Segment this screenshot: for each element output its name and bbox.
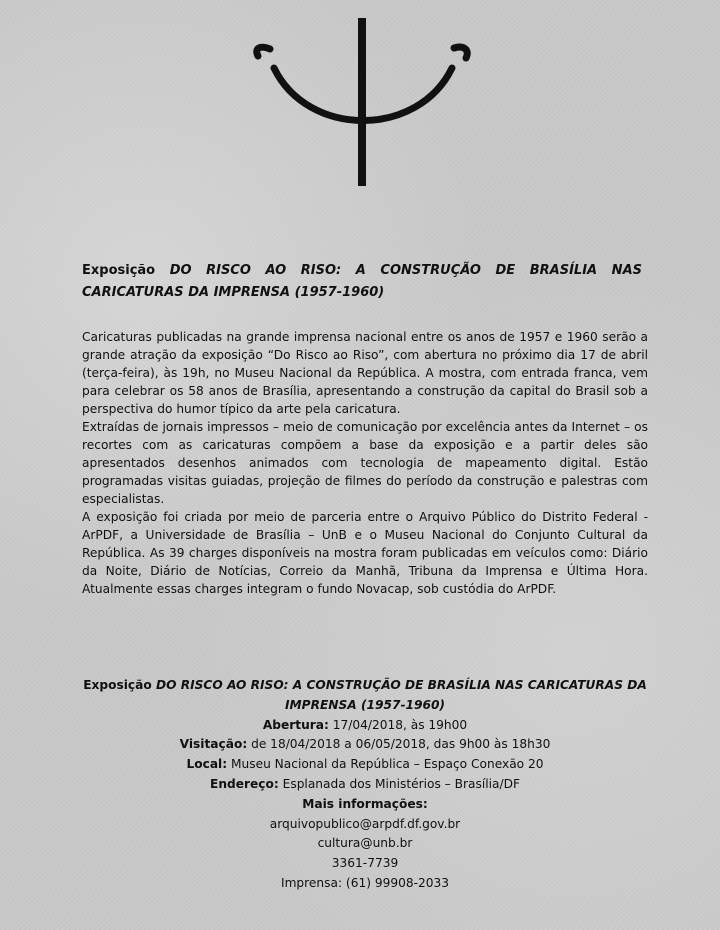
stick-figure-smile-icon xyxy=(248,18,476,188)
info-title-name: DO RISCO AO RISO: A CONSTRUÇÃO DE BRASÍLIA NAS CARICATURAS DA IMPRENSA (1957-1960) xyxy=(156,678,647,712)
opening-line xyxy=(60,716,670,736)
opening-value: 17/04/2018, às 19h00 xyxy=(332,717,468,732)
address-label: Endereço: xyxy=(210,776,279,791)
phone-number: 3361-7739 xyxy=(331,856,399,871)
page-title xyxy=(82,260,642,304)
email-unb: cultura@unb.br xyxy=(317,836,413,851)
visiting-value: de 18/04/2018 a 06/05/2018, das 9h00 às 18h30 xyxy=(251,737,551,752)
visiting-label: Visitação: xyxy=(179,737,248,752)
event-info-block xyxy=(60,676,670,894)
paragraph-2: Extraídas de jornais impressos – meio de comunicação por excelência antes da Internet – os recortes com as caricaturas compõem a base da exposição e a partir deles são apresentados desenhos animados com tecnologia de mapeamento digital. Estão programadas visitas guiadas, projeção de filmes do período da construção e palestras com especialistas. xyxy=(82,420,648,506)
place-value: Museu Nacional da República – Espaço Conexão 20 xyxy=(230,757,544,772)
more-info-label xyxy=(60,795,670,815)
place-label: Local: xyxy=(186,757,228,772)
press-phone: Imprensa: (61) 99908-2033 xyxy=(280,875,450,890)
article-body xyxy=(82,328,648,598)
address-line xyxy=(60,775,670,795)
email-arpdf: arquivopublico@arpdf.df.gov.br xyxy=(269,816,461,831)
title-name: DO RISCO AO RISO: A CONSTRUÇÃO DE BRASÍLIA NAS CARICATURAS DA IMPRENSA (1957-1960) xyxy=(82,263,642,300)
paragraph-1: Caricaturas publicadas na grande imprensa nacional entre os anos de 1957 e 1960 serão a grande atração da exposição “Do Risco ao Riso”, com abertura no próximo dia 17 de abril (terça-feira), às 19h, no Museu Nacional da República. A mostra, com entrada franca, vem para celebrar os 58 anos de Brasília, apresentando a construção da capital do Brasil sob a perspectiva do humor típico da arte pela caricatura. xyxy=(82,330,648,416)
info-title xyxy=(60,676,670,716)
address-value: Esplanada dos Ministérios – Brasília/DF xyxy=(282,776,520,791)
opening-label: Abertura: xyxy=(262,717,329,732)
paragraph-3: A exposição foi criada por meio de parceria entre o Arquivo Público do Distrito Federal - ArPDF, a Universidade de Brasília – UnB e o Museu Nacional do Conjunto Cultural da República. As 39 charges disponíveis na mostra foram publicadas em veículos como: Diário da Noite, Diário de Notícias, Correio da Manhã, Tribuna da Imprensa e Última Hora. Atualmente essas charges integram o fundo Novacap, sob custódia do ArPDF. xyxy=(82,510,648,596)
visiting-line xyxy=(60,735,670,755)
more-info-text: Mais informações: xyxy=(302,796,428,811)
info-title-prefix: Exposição xyxy=(83,678,152,692)
title-prefix: Exposição xyxy=(82,263,156,278)
place-line xyxy=(60,755,670,775)
